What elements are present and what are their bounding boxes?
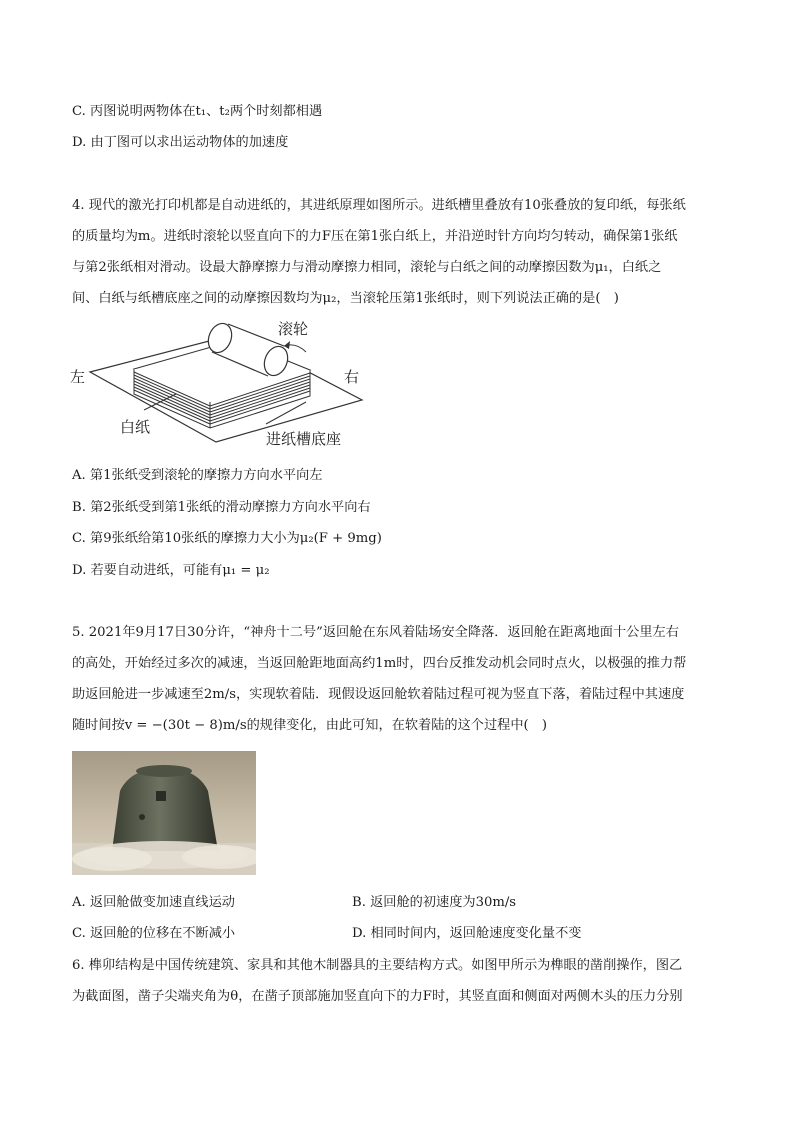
q5-option-b: B. 返回舱的初速度为30m/s bbox=[352, 895, 517, 910]
label-right: 右 bbox=[344, 368, 360, 386]
label-tray-base: 进纸槽底座 bbox=[266, 430, 342, 448]
label-left: 左 bbox=[70, 368, 86, 386]
label-paper: 白纸 bbox=[120, 418, 151, 436]
return-capsule-photo bbox=[72, 751, 256, 875]
q5-option-a: A. 返回舱做变加速直线运动 bbox=[72, 895, 235, 910]
q5-stem-line-2: 的高处，开始经过多次的减速，当返回舱距地面高约1m时，四台反推发动机会同时点火，以极强的推力帮 bbox=[72, 656, 687, 671]
q3-option-d: D. 由丁图可以求出运动物体的加速度 bbox=[72, 135, 289, 150]
q5-stem-line-3: 助返回舱进一步减速至2m/s，实现软着陆．现假设返回舱软着陆过程可视为竖直下落，着陆过程中其速度 bbox=[72, 687, 685, 702]
q4-stem-line-1: 4. 现代的激光打印机都是自动进纸的，其进纸原理如图所示。进纸槽里叠放有10张叠放的复印纸，每张纸 bbox=[72, 198, 686, 213]
q5-stem-line-1: 5. 2021年9月17日30分许，“神舟十二号”返回舱在东风着陆场安全降落．返回舱在距离地面十公里左右 bbox=[72, 625, 679, 640]
q3-option-c: C. 丙图说明两物体在t₁、t₂两个时刻都相遇 bbox=[72, 104, 323, 119]
q4-stem-line-3: 与第2张纸相对滑动。设最大静摩擦力与滑动摩擦力相同，滚轮与白纸之间的动摩擦因数为μ₁，白纸之 bbox=[72, 260, 662, 275]
q4-option-d: D. 若要自动进纸，可能有μ₁ = μ₂ bbox=[72, 563, 270, 578]
q4-option-a: A. 第1张纸受到滚轮的摩擦力方向水平向左 bbox=[72, 468, 323, 483]
q6-stem-line-2: 为截面图，凿子尖端夹角为θ，在凿子顶部施加竖直向下的力F时，其竖直面和侧面对两侧木头的压力分别 bbox=[72, 989, 683, 1004]
label-roller: 滚轮 bbox=[278, 320, 309, 338]
q5-stem-line-4: 随时间按v = −(30t − 8)m/s的规律变化，由此可知，在软着陆的这个过程中( ) bbox=[72, 718, 548, 733]
q4-stem-line-2: 的质量均为m。进纸时滚轮以竖直向下的力F压在第1张白纸上，并沿逆时针方向均匀转动，确保第1张纸 bbox=[72, 229, 678, 244]
q5-option-d: D. 相同时间内，返回舱速度变化量不变 bbox=[352, 926, 582, 941]
q4-option-b: B. 第2张纸受到第1张纸的滑动摩擦力方向水平向右 bbox=[72, 500, 371, 515]
q5-option-c: C. 返回舱的位移在不断减小 bbox=[72, 926, 236, 941]
q4-option-c: C. 第9张纸给第10张纸的摩擦力大小为μ₂(F + 9mg) bbox=[72, 531, 382, 546]
paper-feed-diagram bbox=[70, 314, 370, 452]
q4-stem-line-4: 间、白纸与纸槽底座之间的动摩擦因数均为μ₂，当滚轮压第1张纸时，则下列说法正确的是( ) bbox=[72, 291, 619, 306]
q6-stem-line-1: 6. 榫卯结构是中国传统建筑、家具和其他木制器具的主要结构方式。如图甲所示为榫眼的凿削操作，图乙 bbox=[72, 958, 683, 973]
